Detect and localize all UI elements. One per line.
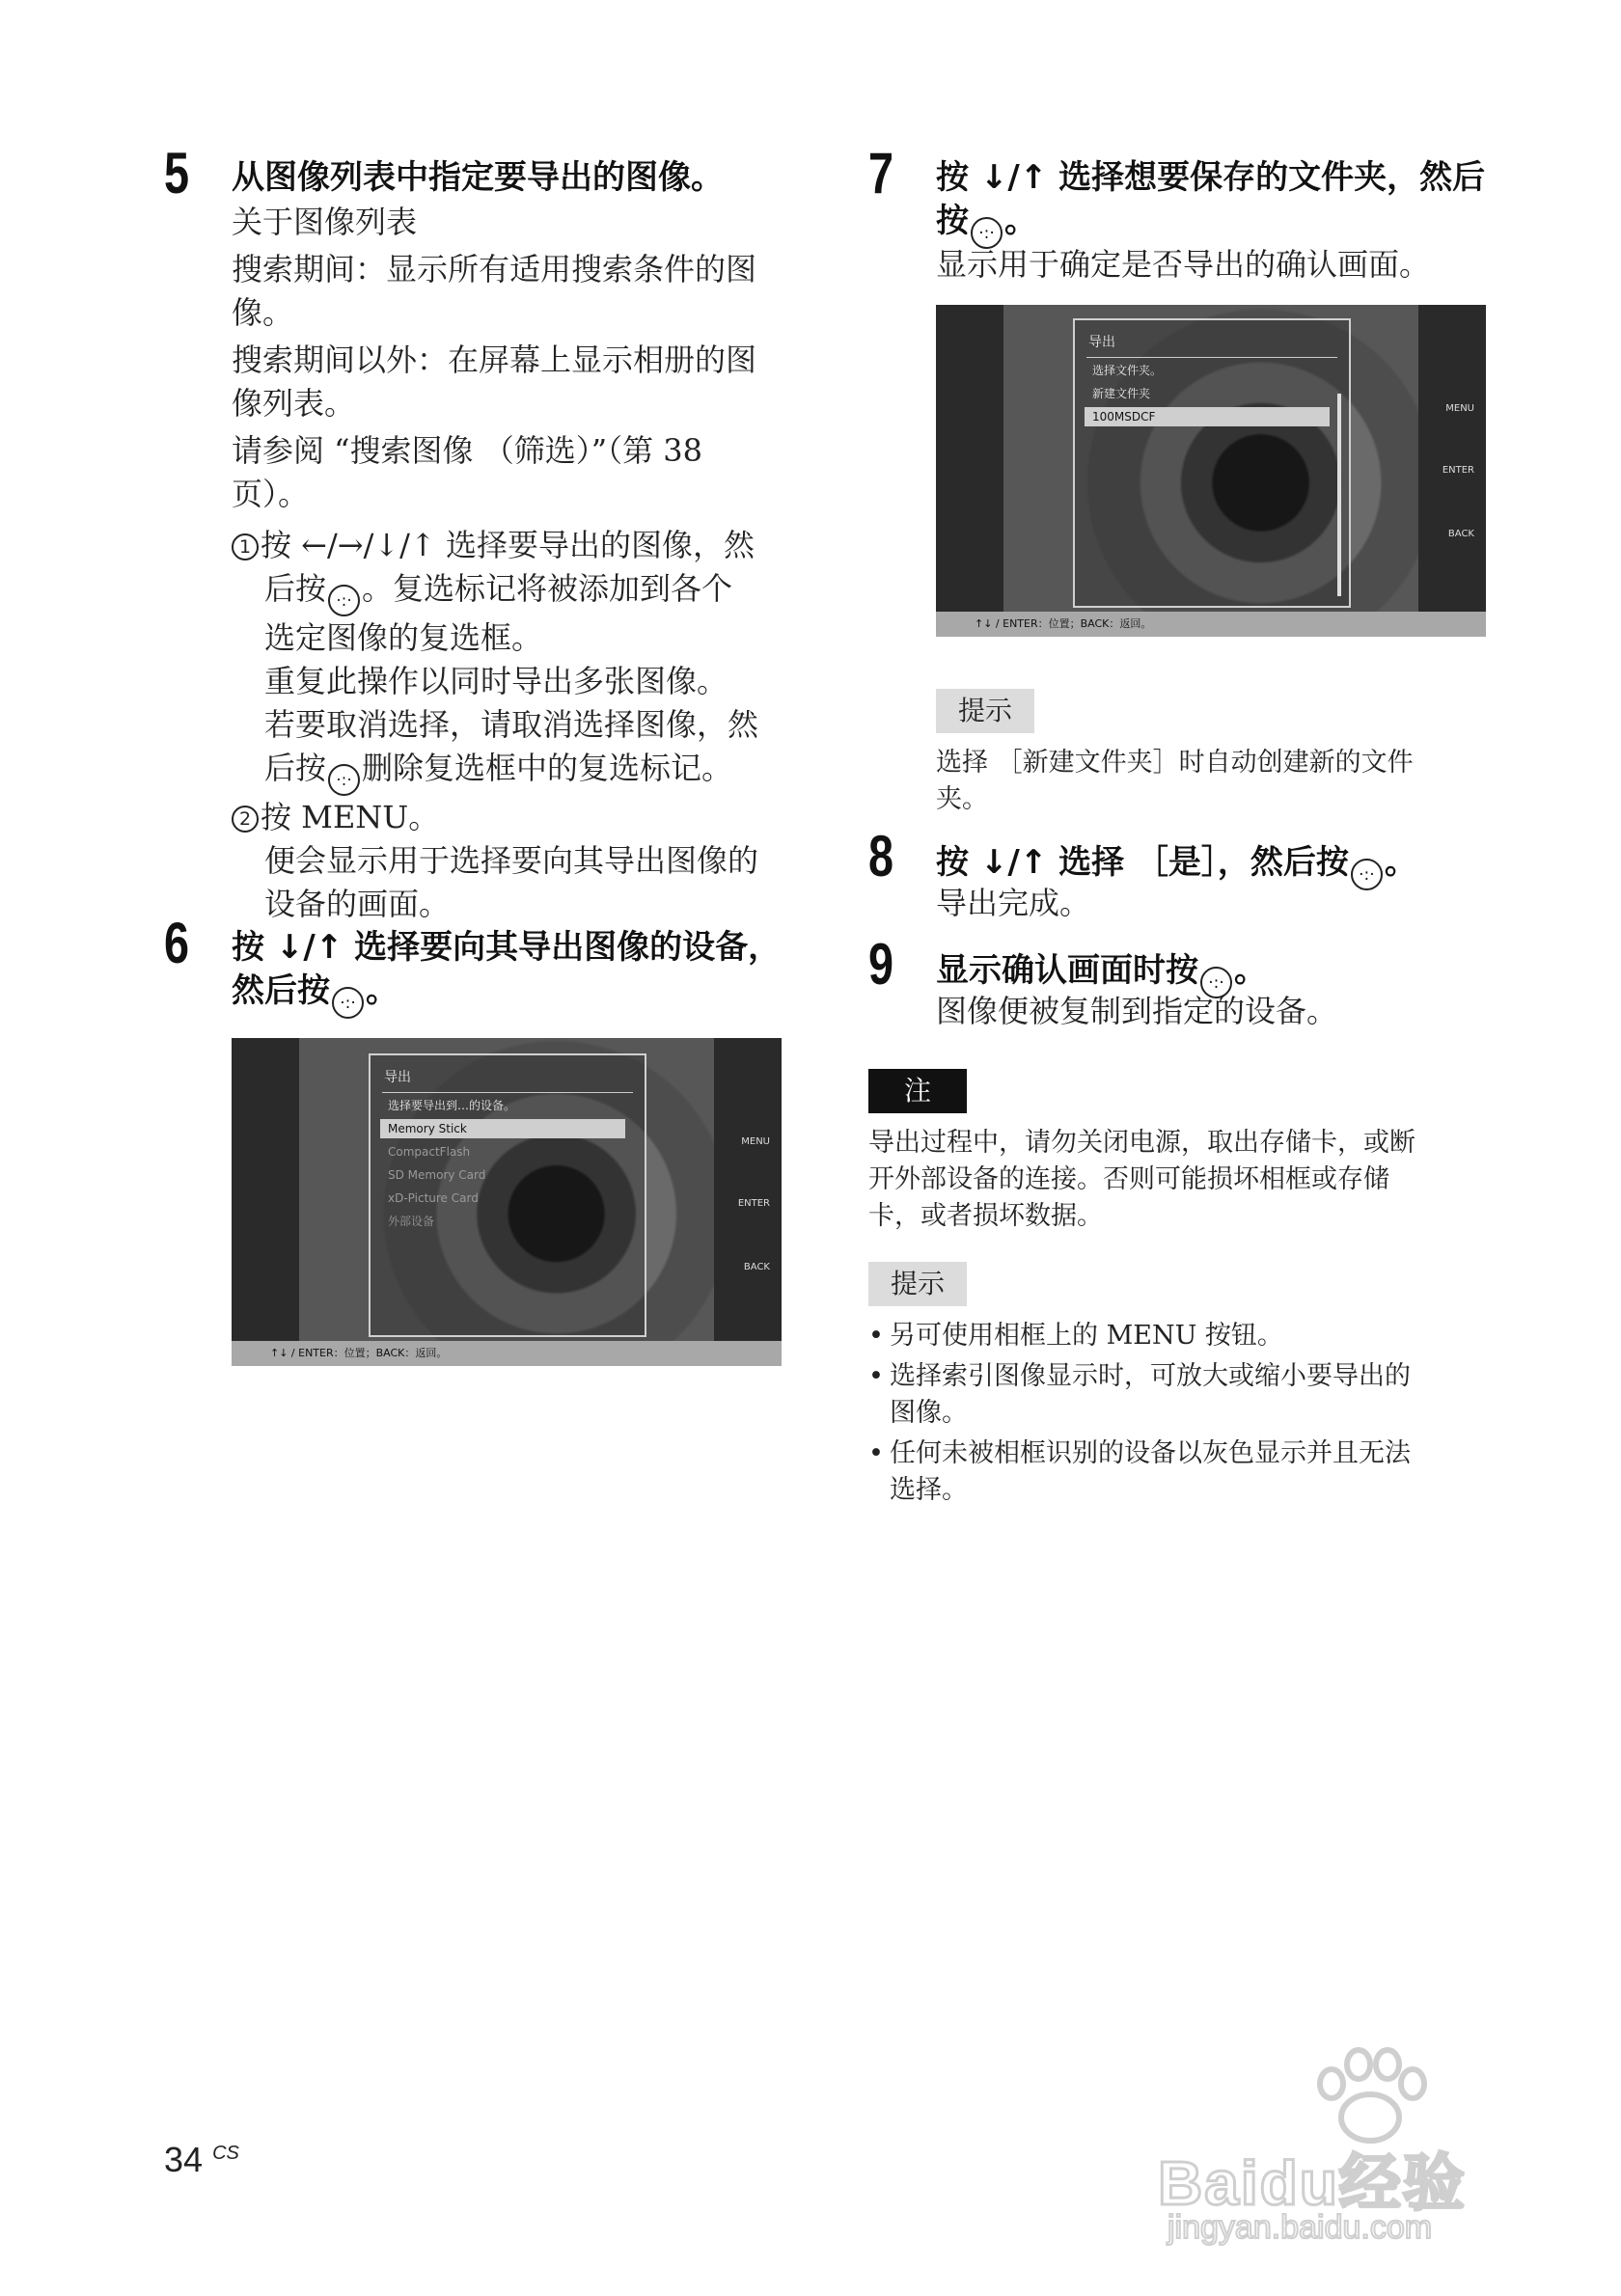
circled-number: 1 [232,533,259,560]
note-line1: 导出过程中，请勿关闭电源，取出存储卡，或断 [868,1128,1415,1158]
step6-title-text: 。 [366,971,398,1010]
sub1-line4: 重复此操作以同时导出多张图像。 [264,663,728,699]
tip-item [868,1358,1505,1432]
enter-button-icon: ·:· [1200,967,1232,998]
step8-title-text: 按 ↓/↑ 选择 ［是］，然后按 [936,843,1349,882]
right-panel [714,1038,782,1341]
new-folder-item[interactable]: 新建文件夹 [1092,387,1151,400]
right-panel [1418,305,1486,612]
note-line2: 开外部设备的连接。否则可能损坏相框或存储 [868,1164,1389,1194]
step9-title-text: 。 [1234,951,1267,990]
para3-line1: 请参阅 “搜索图像 （筛选）”（第 38 [232,432,702,469]
page-num: 34 [164,2140,204,2179]
step7-title-text: 。 [1004,202,1037,240]
para2-line2: 像列表。 [232,385,356,422]
step7-title-line1: 按 ↓/↑ 选择想要保存的文件夹，然后 [936,158,1486,197]
para1 [232,248,810,335]
enter-label: ENTER [737,1198,770,1209]
enter-button-icon: ·:· [328,585,360,616]
screen-help-bar: ↑↓ / ENTER：位置；BACK：返回。 [936,612,1486,637]
step-number: 9 [868,932,894,997]
para1-line2: 像。 [232,294,294,331]
enter-button-icon: ·:· [971,217,1003,249]
para3-line2: 页）。 [232,476,310,512]
hint-list [868,1318,1505,1509]
device-item-external[interactable]: 外部设备 [388,1215,435,1228]
step9-title-text: 显示确认画面时按 [936,951,1198,990]
step6-title-text: 然后按 [232,971,330,1010]
sub1-text: 后按 [264,570,327,607]
page-number [164,2140,239,2180]
sub1-text: 。复选标记将被添加到各个 [362,570,733,607]
step7-desc: 显示用于确定是否导出的确认画面。 [936,246,1431,283]
para1-line1: 搜索期间：显示所有适用搜索条件的图 [232,251,757,287]
hint-label: 提示 [936,689,1034,733]
lang-code: CS [212,2143,239,2164]
device-item-compactflash[interactable]: CompactFlash [388,1145,471,1159]
note-label: 注 [868,1069,967,1113]
back-label: BACK [743,1262,770,1272]
device-item-xd-card[interactable]: xD-Picture Card [388,1191,479,1205]
tip-text: • 选择索引图像显示时，可放大或缩小要导出的 [890,1361,1411,1391]
back-label: BACK [1447,529,1474,539]
note-text [868,1125,1505,1235]
screenshot-export-device [232,1038,782,1366]
sub2-line2: 便会显示用于选择要向其导出图像的 [264,842,759,879]
hint-label: 提示 [868,1262,967,1306]
step9-desc: 图像便被复制到指定的设备。 [936,993,1338,1029]
export-dialog [369,1053,646,1337]
para2 [232,339,810,425]
watermark-brand: Baidu经验 [1158,2148,1467,2218]
sub2-line3: 设备的画面。 [264,886,451,922]
sub1-line3: 选定图像的复选框。 [264,619,543,656]
folder-prompt: 选择文件夹。 [1092,364,1163,377]
hint-line2: 夹。 [936,784,988,814]
watermark [1158,2045,1582,2248]
sub1-text: 删除复选框中的复选标记。 [362,750,733,786]
folder-dialog [1073,318,1351,608]
left-panel [936,305,1003,612]
menu-label: MENU [1445,403,1474,414]
circled-number: 2 [232,806,259,833]
tip-text: 选择。 [890,1475,968,1505]
menu-label: MENU [741,1136,770,1147]
dialog-title: 导出 [384,1070,411,1085]
note-line3: 卡，或者损坏数据。 [868,1201,1103,1231]
para3 [232,429,810,516]
screenshot-select-folder [936,305,1486,637]
hint-line1: 选择 ［新建文件夹］时自动创建新的文件 [936,748,1414,778]
step-number: 7 [868,141,894,205]
sub1-line1: 按 ←/→/↓/↑ 选择要导出的图像，然 [261,527,755,563]
tip-item [868,1435,1505,1509]
screen-help-bar: ↑↓ / ENTER：位置；BACK：返回。 [232,1341,782,1366]
step8-desc: 导出完成。 [936,885,1091,921]
step8-title-text: 。 [1384,843,1417,882]
sub1-text: 后按 [264,750,327,786]
enter-button-icon: ·:· [332,987,364,1019]
step-number: 8 [868,824,894,888]
left-panel [232,1038,299,1341]
step-number: 5 [164,141,190,205]
step7-title-text: 按 [936,202,969,240]
para2-line1: 搜索期间以外：在屏幕上显示相册的图 [232,342,757,378]
tip-text: 另可使用相框上的 MENU 按钮。 [890,1321,1283,1351]
dialog-prompt: 选择要导出到…的设备。 [388,1099,516,1112]
step-number: 6 [164,911,190,975]
watermark-url: jingyan.baidu.com [1168,2209,1433,2246]
device-item-sd-card[interactable]: SD Memory Card [388,1168,486,1182]
step-title [232,926,810,1019]
tip-item [868,1318,1505,1354]
enter-label: ENTER [1442,465,1474,476]
about-text: 关于图像列表 [232,204,418,240]
sub1-line5: 若要取消选择，请取消选择图像，然 [264,706,759,743]
substep-2 [232,796,810,926]
step-title: 从图像列表中指定要导出的图像。 [232,158,724,197]
substep-1 [232,524,810,796]
hint-text [936,745,1414,818]
step6-title-line1: 按 ↓/↑ 选择要向其导出图像的设备， [232,928,782,967]
divider [382,1092,633,1093]
scrollbar[interactable] [1337,394,1341,596]
folder-item-100msdcf[interactable]: 100MSDCF [1085,407,1330,426]
sub2-line1: 按 MENU。 [261,799,440,835]
enter-button-icon: ·:· [1351,859,1383,890]
device-item-memory-stick[interactable]: Memory Stick [380,1119,625,1138]
step5-body [232,201,810,926]
step-title [936,156,1515,249]
tip-text: 图像。 [890,1398,968,1428]
dialog-title: 导出 [1088,335,1115,350]
tip-text: • 任何未被相框识别的设备以灰色显示并且无法 [890,1438,1411,1468]
enter-button-icon: ·:· [328,764,360,796]
divider [1086,357,1337,358]
